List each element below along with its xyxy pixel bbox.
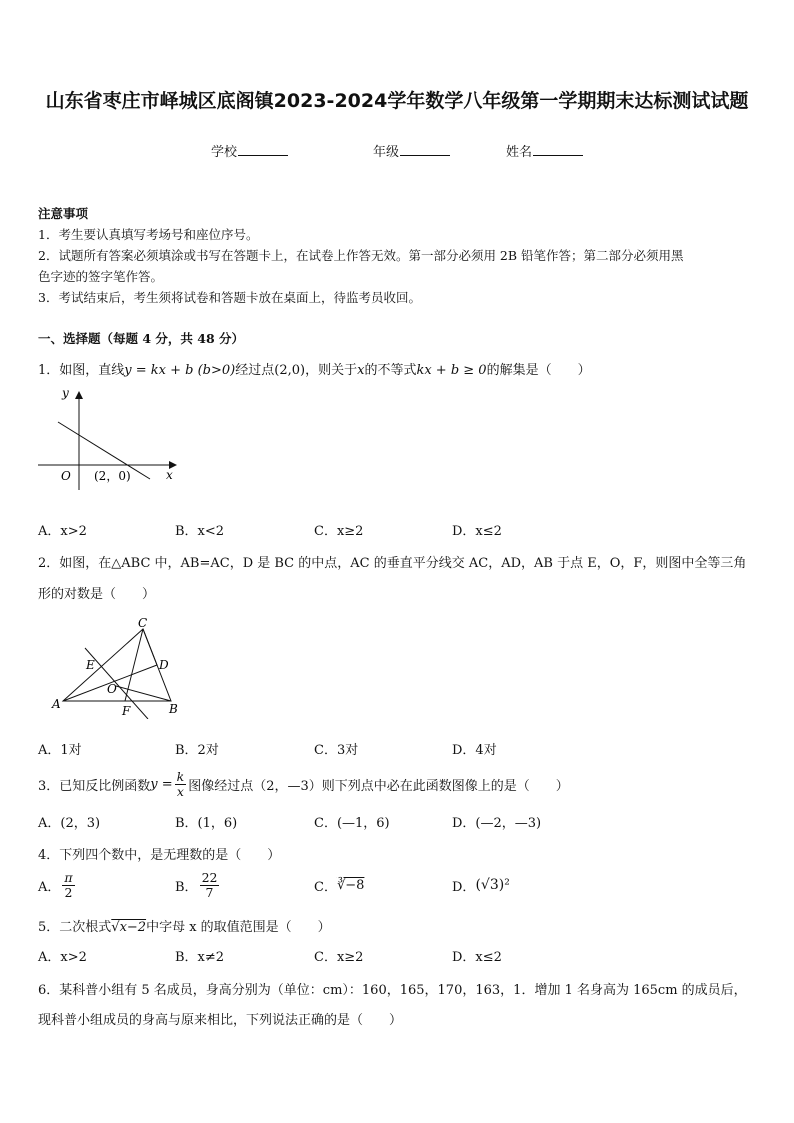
q2-figure [45, 614, 195, 719]
note-3: 3．考试结束后，考生须将试卷和答题卡放在桌面上，待监考员收回。 [38, 290, 421, 305]
q1-option-a[interactable]: A．x>2 [38, 524, 87, 539]
q2-label-e: E [86, 658, 95, 672]
q2-segment-cd [143, 629, 157, 665]
q2-label-a: A [52, 697, 61, 711]
note-1: 1．考生要认真填写考场号和座位序号。 [38, 227, 259, 242]
q2-triangle [63, 629, 171, 701]
q4-option-b-label: B． [175, 879, 198, 895]
q2-option-a[interactable]: A．1对 [38, 743, 82, 758]
q3-option-a[interactable]: A．(2，3) [38, 816, 101, 831]
school-label: 学校 [211, 145, 238, 160]
q3-stem [38, 766, 569, 802]
q2-option-c[interactable]: C．3对 [314, 743, 359, 758]
paper-title: 山东省枣庄市峄城区底阁镇2023-2024学年数学八年级第一学期期末达标测试试题 [45, 90, 749, 112]
q5-text-1: 5．二次根式 [38, 920, 112, 935]
q3-option-b[interactable]: B．(1，6) [175, 816, 238, 831]
q1-option-d[interactable]: D．x≤2 [452, 524, 502, 539]
q4-option-d[interactable] [452, 866, 510, 904]
q4-option-a-label: A． [38, 879, 61, 895]
q1-option-c[interactable]: C．x≥2 [314, 524, 364, 539]
q2-label-b: B [169, 702, 178, 716]
grade-blank[interactable] [400, 143, 450, 156]
q4-option-c[interactable] [314, 866, 364, 904]
q5-radical: √x−2 [111, 920, 147, 935]
q4-option-a-fraction [62, 871, 74, 898]
q5-stem [38, 916, 331, 935]
q1-label-origin: O [61, 469, 71, 483]
q4-option-a[interactable] [38, 866, 77, 904]
grade-label: 年级 [373, 145, 400, 160]
name-label: 姓名 [506, 145, 533, 160]
q1-figure [30, 382, 190, 492]
q6-stem-line-1: 6．某科普小组有 5 名成员，身高分别为（单位：cm）：160，165，170，163，1．增加 1 名身高为 165cm 的成员后， [38, 983, 747, 998]
q2-option-b[interactable]: B．2对 [175, 743, 219, 758]
q4-option-b[interactable] [175, 866, 221, 904]
q4-option-b-num: 22 [201, 870, 218, 886]
q2-label-o: O [107, 682, 117, 696]
q2-label-f: F [122, 704, 131, 718]
q4-option-a-den: 2 [64, 884, 73, 900]
q3-y: y = [150, 776, 173, 792]
q2-segment-ob [116, 686, 171, 701]
q1-stem [38, 359, 591, 378]
q1-text-4: 的不等式 [364, 363, 417, 378]
q1-inequality: kx + b ≥ 0 [416, 363, 487, 378]
q1-label-y: y [62, 386, 69, 400]
q1-label-x: x [166, 468, 173, 482]
q3-fraction-den: x [176, 783, 184, 799]
q1-point: (2,0) [274, 363, 306, 378]
q2-segment-cf [125, 629, 143, 701]
q4-option-c-label: C． [314, 879, 337, 895]
q3-text-2: 图像经过点（2，—3）则下列点中必在此函数图像上的是（ ） [188, 778, 569, 794]
school-field[interactable] [211, 141, 288, 160]
q5-text-2: 中字母 x 的取值范围是（ ） [146, 920, 331, 935]
q5-option-b[interactable]: B．x≠2 [175, 950, 225, 965]
q4-option-c-value: ∛−8 [336, 877, 365, 893]
q4-option-b-den: 7 [205, 884, 214, 900]
q4-option-b-fraction [200, 871, 220, 898]
q3-fraction-num: k [176, 769, 185, 785]
q2-stem-line-2: 形的对数是（ ） [38, 587, 156, 602]
q4-option-d-value: (√3)² [475, 877, 510, 893]
q3-option-c[interactable]: C．(—1，6) [314, 816, 390, 831]
q3-fraction [175, 770, 187, 797]
q3-option-d[interactable]: D．(—2，—3) [452, 816, 542, 831]
note-2b: 色字迹的签字笔作答。 [38, 269, 164, 284]
q2-label-d: D [159, 658, 169, 672]
q5-option-c[interactable]: C．x≥2 [314, 950, 364, 965]
name-blank[interactable] [533, 143, 583, 156]
grade-field[interactable] [373, 141, 450, 160]
q1-text-2: 经过点 [235, 363, 275, 378]
q1-text-1: 1．如图，直线 [38, 363, 125, 378]
q6-stem-line-2: 现科普小组成员的身高与原来相比，下列说法正确的是（ ） [38, 1013, 403, 1028]
q3-text-1: 3．已知反比例函数 [38, 778, 151, 794]
q1-line-eq: y = kx + b (b>0) [124, 363, 236, 378]
q2-stem-line-1: 2．如图，在△ABC 中，AB=AC，D 是 BC 的中点，AC 的垂直平分线交 AC，AD，AB 于点 E，O，F，则图中全等三角 [38, 556, 747, 571]
q1-option-b[interactable]: B．x<2 [175, 524, 225, 539]
note-2a: 2．试题所有答案必须填涂或书写在答题卡上，在试卷上作答无效。第一部分必须用 2B 铅笔作答；第二部分必须用黑 [38, 248, 684, 263]
q5-option-a[interactable]: A．x>2 [38, 950, 87, 965]
q4-option-a-num: π [64, 870, 73, 886]
q1-var: x [357, 363, 365, 378]
school-blank[interactable] [238, 143, 288, 156]
q1-text-3: ，则关于 [305, 363, 358, 378]
q4-stem: 4．下列四个数中，是无理数的是（ ） [38, 848, 281, 863]
name-field[interactable] [506, 141, 583, 160]
q1-text-5: 的解集是（ ） [486, 363, 591, 378]
q2-label-c: C [138, 616, 148, 630]
notes-heading: 注意事项 [38, 206, 89, 221]
q1-label-point: (2，0) [94, 469, 131, 483]
section-heading: 一、选择题（每题 4 分，共 48 分） [38, 331, 245, 346]
q4-option-d-label: D． [452, 879, 476, 895]
q2-option-d[interactable]: D．4对 [452, 743, 497, 758]
q5-option-d[interactable]: D．x≤2 [452, 950, 502, 965]
